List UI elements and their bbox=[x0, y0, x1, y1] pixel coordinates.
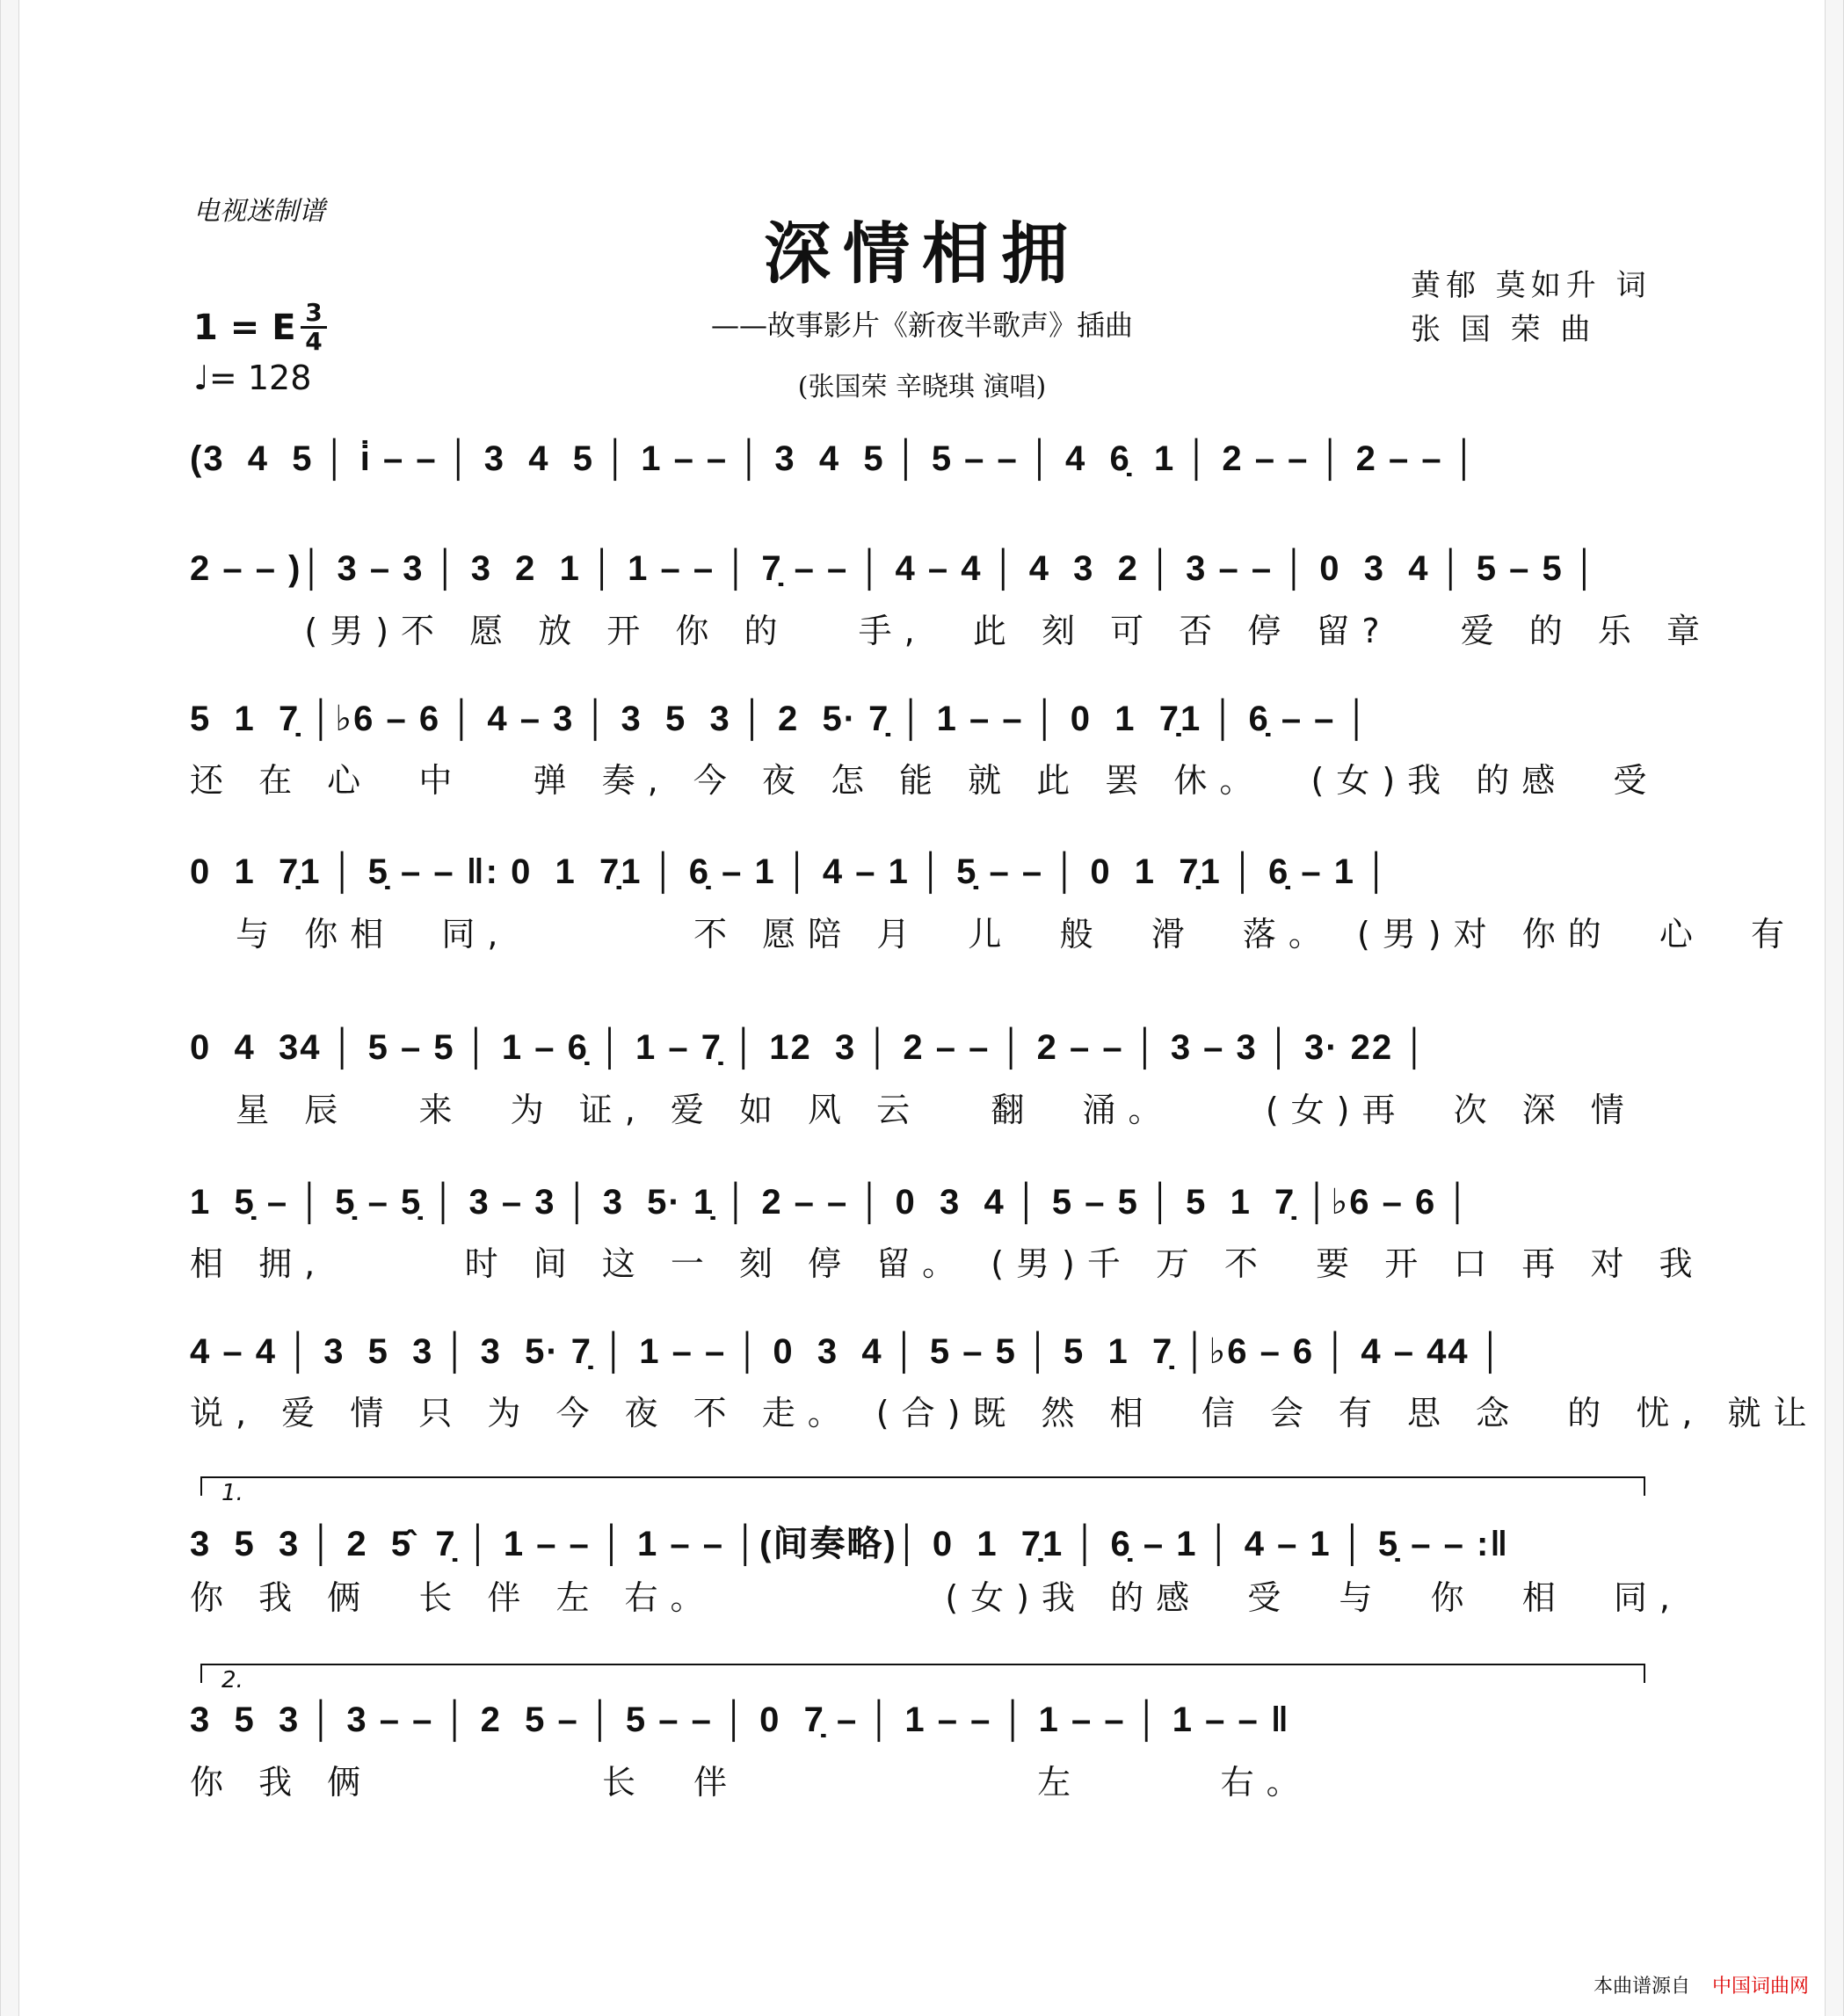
lyrics-line: 相 拥, 时 间 这 一 刻 停 留。 (男)千 万 不 要 开 口 再 对 我 bbox=[190, 1244, 1705, 1283]
footer-source-label: 本曲谱源自 bbox=[1593, 1976, 1690, 1998]
score-system bbox=[190, 1331, 1819, 1432]
volta-number: 1. bbox=[221, 1480, 243, 1506]
notation-line: 1 5̣ – │ 5̣ – 5̣ │ 3 – 3 │ 3 5· 1̣ │ 2 – – │ 0 3 4 │ 5 – 5 │ 5 1 7̣ │♭6 – 6 │ bbox=[190, 1183, 1472, 1222]
score-system bbox=[190, 699, 1659, 800]
lyrics-line: (男)不 愿 放 开 你 的 手, 此 刻 可 否 停 留? 爱 的 乐 章 bbox=[190, 612, 1712, 650]
notation-line: 0 1 7̣1 │ 5̣ – – ‖: 0 1 7̣1 │ 6̣ – 1 │ 4 – 1 │ 5̣ – – │ 0 1 7̣1 │ 6̣ – 1 │ bbox=[190, 852, 1391, 891]
lyrics-line: 你 我 俩 长 伴 左 右。 (女)我 的感 受 与 你 相 同, bbox=[190, 1578, 1682, 1617]
time-signature bbox=[301, 298, 327, 356]
lyrics-line: 说, 爱 情 只 为 今 夜 不 走。 (合)既 然 相 信 会 有 思 念 的 忧, 就让 bbox=[190, 1394, 1819, 1432]
lyrics-line: 你 我 俩 长 伴 左 右。 bbox=[190, 1763, 1312, 1802]
time-signature-bottom: 4 bbox=[305, 327, 323, 356]
footer-site-link[interactable]: 中国词曲网 bbox=[1711, 1976, 1809, 1998]
score-maker: 电视迷制谱 bbox=[193, 196, 325, 227]
score-system bbox=[190, 1028, 1654, 1129]
notation-line: 3 5 3 │ 3 – – │ 2 5 – │ 5 – – │ 0 7̣ – │ 1 – – │ 1 – – │ 1 – – ‖ bbox=[190, 1701, 1290, 1739]
score-system bbox=[190, 1182, 1705, 1283]
credits bbox=[1411, 264, 1652, 352]
key-signature: 1 = E bbox=[193, 308, 296, 348]
score-system bbox=[190, 1516, 1682, 1617]
score-system bbox=[190, 549, 1712, 650]
lyrics-line: 还 在 心 中 弹 奏, 今 夜 怎 能 就 此 罢 休。 (女)我 的感 受 bbox=[190, 761, 1659, 800]
score-system bbox=[190, 439, 1654, 479]
lyrics-line: 与 你相 同, 不 愿陪 月 儿 般 滑 落。 (男)对 你的 心 有 bbox=[190, 915, 1797, 954]
time-signature-top: 3 bbox=[305, 298, 323, 327]
notation-line: 0 4 34 │ 5 – 5 │ 1 – 6̣ │ 1 – 7̣ │ 12 3 │ 2 – – │ 2 – – │ 3 – 3 │ 3· 22 │ bbox=[190, 1028, 1429, 1067]
lyrics-line: 星 辰 来 为 证, 爱 如 风 云 翻 涌。 (女)再 次 深 情 bbox=[190, 1091, 1637, 1129]
score-system bbox=[190, 1701, 1654, 1802]
singers-line: (张国荣 辛晓琪 演唱) bbox=[797, 372, 1047, 402]
footer-source bbox=[1594, 1971, 1809, 1998]
song-subtitle: ——故事影片《新夜半歌声》插曲 bbox=[710, 308, 1133, 342]
lyricist-credit: 黄郁 莫如升 词 bbox=[1411, 268, 1652, 303]
notation-line: (3 4 5 │ i̇ – – │ 3 4 5 │ 1 – – │ 3 4 5 │ 5 – – │ 4 6̣ 1 │ 2 – – │ 2 – – │ bbox=[190, 439, 1478, 478]
notation-line: 5 1 7̣ │♭6 – 6 │ 4 – 3 │ 3 5 3 │ 2 5· 7̣ │ 1 – – │ 0 1 7̣1 │ 6̣ – – │ bbox=[190, 700, 1371, 738]
volta-bracket-2 bbox=[200, 1664, 1645, 1693]
volta-bracket-1 bbox=[200, 1476, 1645, 1506]
composer-credit: 张 国 荣 曲 bbox=[1411, 312, 1596, 347]
score-system bbox=[190, 852, 1797, 954]
notation-line: 3 5 3 │ 2 5̂ 7̣ │ 1 – – │ 1 – – │(间奏略)│ 0 1 7̣1 │ 6̣ – 1 │ 4 – 1 │ 5̣ – – :‖ bbox=[190, 1525, 1510, 1563]
notation-line: 4 – 4 │ 3 5 3 │ 3 5· 7̣ │ 1 – – │ 0 3 4 │ 5 – 5 │ 5 1 7̣ │♭6 – 6 │ 4 – 44 │ bbox=[190, 1332, 1505, 1371]
tempo-marking: ♩= 128 bbox=[193, 359, 312, 397]
notation-line: 2 – – )│ 3 – 3 │ 3 2 1 │ 1 – – │ 7̣ – – │ 4 – 4 │ 4 3 2 │ 3 – – │ 0 3 4 │ 5 – 5 │ bbox=[190, 549, 1599, 588]
volta-number: 2. bbox=[221, 1667, 243, 1693]
song-title: 深情相拥 bbox=[764, 214, 1080, 293]
